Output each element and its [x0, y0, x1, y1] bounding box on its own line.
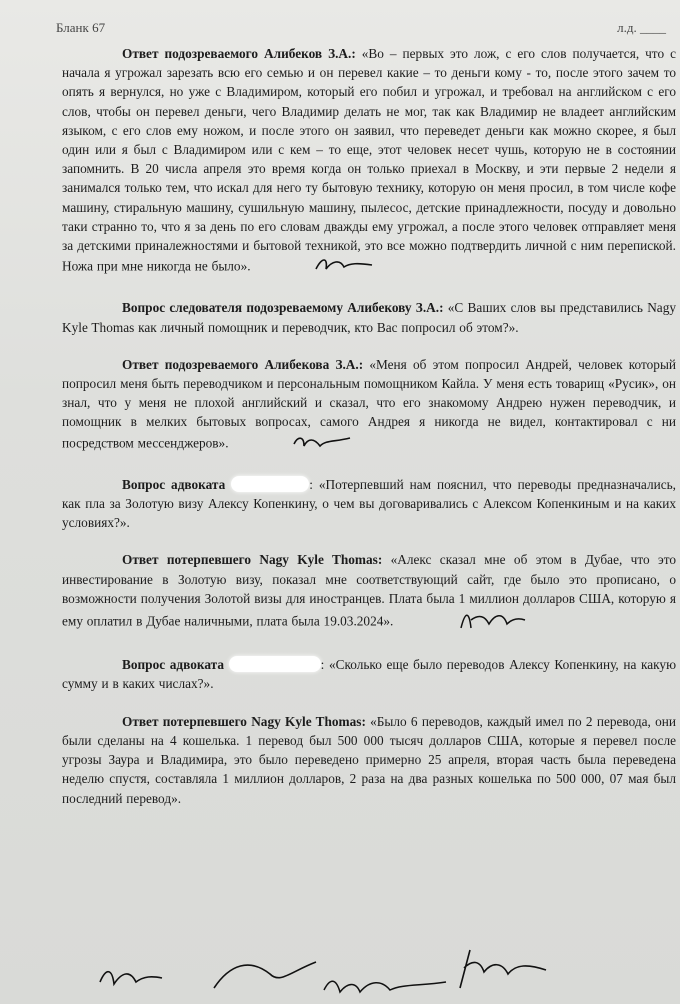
paragraph-text: «Меня об этом попросил Андрей, человек который попросил меня быть переводчиком и персональным помощником Кайла. У меня есть товарищ «Русик», он знал, что у меня не плохой английский и сказал, что его знакомому Андрею нужен переводчик, и помощник в мелких бытовых вопросах, самого Андрея я никогда не видел, контактировал с ни посредством мессенджеров». [62, 356, 676, 451]
paragraph-text: «Алекс сказал мне об этом в Дубае, что это инвестирование в Золотую визу, показал мне соответствующий сайт, где было это прописано, о возможности получения Золотой визы для иностранцев. Плата была 1 миллион долларов США, которую я ему оплатил в Дубае наличными, плата была 19.03.2024». [62, 552, 676, 629]
paragraph-answer-4 [62, 712, 676, 808]
paragraph-text: «Было 6 переводов, каждый имел по 2 перевода, они были сделаны на 4 кошелька. 1 перевод был 500 000 тысяч долларов США, которые я перевел после угрозы Заура и Владимира, это было переведено примерно 25 апреля, вторая часть была переведена неделю спустя, составляла 1 миллион долларов, 2 раза на два разных кошелька по 500 000, 07 мая был последний перевод». [62, 713, 676, 806]
page-label: л.д. ____ [617, 20, 666, 35]
signature-row [0, 944, 680, 1004]
signature-icon [232, 432, 352, 457]
speaker-label: Вопрос адвоката [122, 476, 226, 492]
paragraph-question-2 [62, 475, 676, 533]
speaker-label: Вопрос адвоката [122, 657, 224, 673]
speaker-label: Ответ потерпевшего Nagy Kyle Thomas: [122, 552, 383, 568]
speaker-label: Ответ потерпевшего Nagy Kyle Thomas: [122, 713, 366, 729]
paragraph-question-3 [62, 655, 676, 693]
form-header [56, 20, 676, 44]
signature-icon [397, 608, 527, 637]
form-label: Бланк 67 [56, 20, 106, 35]
paragraph-answer-3 [62, 550, 676, 637]
paragraph-question-1 [62, 298, 676, 336]
speaker-label: Ответ подозреваемого Алибеков З.А.: [122, 46, 356, 61]
redaction-mark [231, 476, 309, 492]
paragraph-answer-2 [62, 355, 676, 457]
paragraph-text: «С Ваших слов вы представились Nagy Kyle Thomas как личный помощник и переводчик, кто Вас попросил об этом?». [62, 300, 676, 335]
signature-icon [210, 954, 320, 994]
paragraph-answer-1 [62, 44, 676, 280]
paragraph-text: : «Потерпевший нам пояснил, что переводы предназначались, как пла за Золотую визу Алексу Копенкину, о чем вы договаривались с Алексом Копенкиным и на каких условиях?». [62, 476, 676, 531]
speaker-label: Вопрос следователя подозреваемому Алибекову З.А.: [122, 300, 444, 316]
redaction-mark [229, 656, 321, 672]
signature-icon [450, 944, 550, 992]
signature-icon [254, 255, 374, 280]
paragraph-text: «Во – первых это лож, с его слов получается, что с начала я угрожал зарезать всю его семью и он перевел какие – то деньги кому - то, после этого зачем то опять я вернулся, но уже с Владимиром, который его побил и угрожал, и требовал на английском с его слов, чтобы он перевел деньги, чего Владимир делать не мог, так как Владимир не владеет английским языком, с его слов ему ножом, и после этого он заявил, что переведет деньги как можно скорее, я был один или я был с Владимиром или с кем – то еще, этот человек несет чушь, которую не в состоянии запомнить. В 20 числа апреля это время когда он только приехал в Москву, и эти первые 2 недели я занимался только тем, что искал для него ту бытовую технику, которую он меня просил, в том числе кофе машину, стиральную машину, сушильную машину, пылесос, детские принадлежности, посуду и довольно таки странно то, что я за день по его словам дважды ему угрожал, а после этого человек отправляет меня за детскими приналежностями и бытовой техникой, это все можно подтвердить личной с ним перепиской. Ножа при мне никогда не было». [62, 46, 676, 274]
speaker-label: Ответ подозреваемого Алибекова З.А.: [122, 356, 364, 372]
signature-icon [96, 962, 166, 992]
paragraph-text: : «Сколько еще было переводов Алексу Копенкину, на какую сумму и в каких числах?». [62, 657, 677, 692]
signature-icon [320, 968, 450, 1002]
